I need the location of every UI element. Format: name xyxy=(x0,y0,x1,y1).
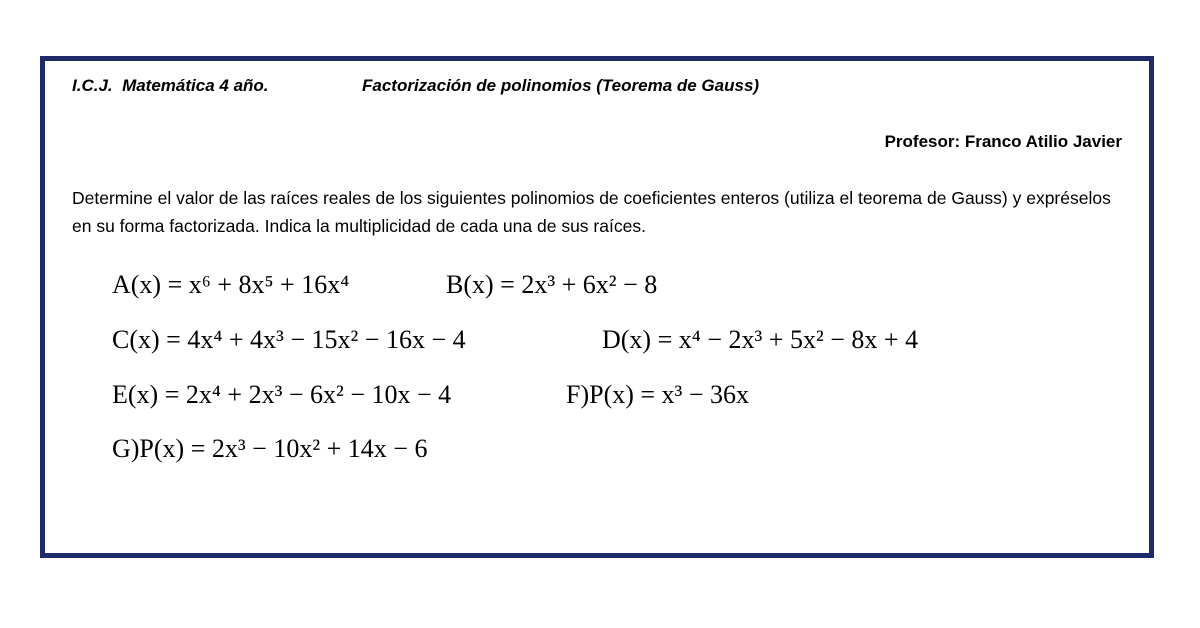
equation-g: G)P(x) = 2x³ − 10x² + 14x − 6 xyxy=(112,434,428,463)
course-label: I.C.J. Matemática 4 año. xyxy=(72,76,269,95)
equation-f: F)P(x) = x³ − 36x xyxy=(566,380,750,409)
topic-title: Factorización de polinomios (Teorema de Gauss) xyxy=(362,76,760,95)
equation-a: A(x) = x⁶ + 8x⁵ + 16x⁴ xyxy=(112,270,350,299)
equation-e: E(x) = 2x⁴ + 2x³ − 6x² − 10x − 4 xyxy=(112,380,452,409)
equation-c: C(x) = 4x⁴ + 4x³ − 15x² − 16x − 4 xyxy=(112,325,466,354)
equation-d: D(x) = x⁴ − 2x³ + 5x² − 8x + 4 xyxy=(602,325,919,354)
teacher-name: Profesor: Franco Atilio Javier xyxy=(884,132,1122,151)
equation-b: B(x) = 2x³ + 6x² − 8 xyxy=(446,270,658,299)
instructions-text: Determine el valor de las raíces reales de los siguientes polinomios de coeficientes enteros (utiliza el teorema de Gauss) y expréselos en su forma factorizada. Indica la multiplicidad de cada una de sus raíces. xyxy=(72,188,1111,236)
